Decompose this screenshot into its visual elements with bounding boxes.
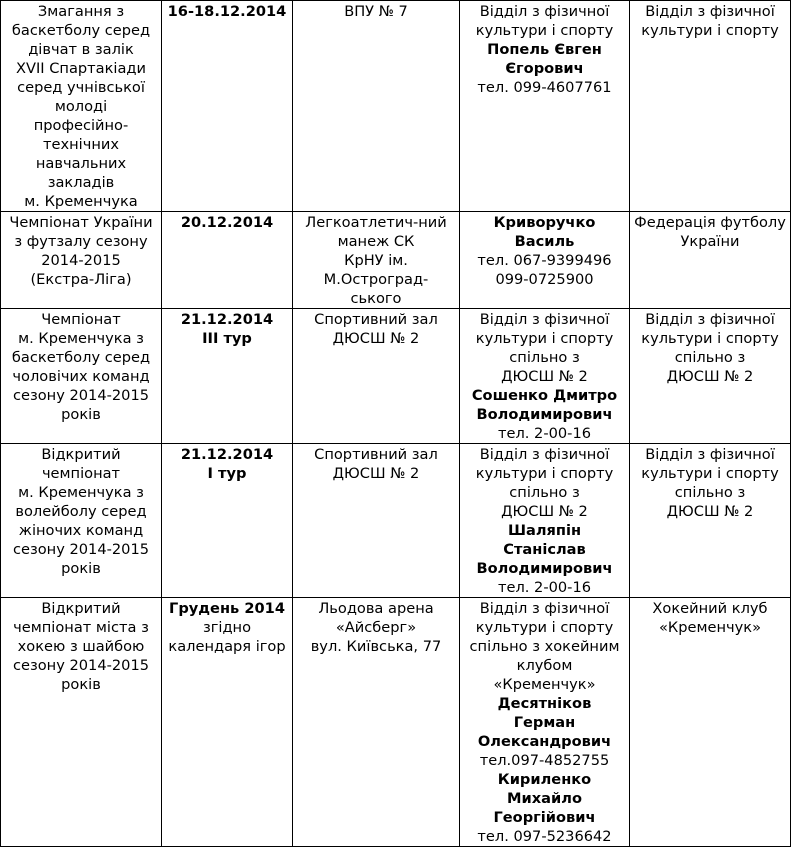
- cell-text-line: культури і спорту: [475, 330, 614, 347]
- cell-text-line: Георгійович: [493, 809, 596, 826]
- table-row: [1, 1, 791, 212]
- cell-text-line: Чемпіонат України: [9, 214, 153, 231]
- cell-text-line: «Айсберг»: [335, 619, 417, 636]
- cell-text-line: Відкритий: [41, 446, 121, 463]
- cell-text-line: Спортивний зал: [314, 311, 438, 328]
- cell-text-line: 21.12.2014: [180, 311, 274, 328]
- organizer-cell: [630, 1, 791, 212]
- cell-text-line: Михайло: [507, 790, 582, 807]
- cell-text-line: жіночих команд: [18, 522, 144, 539]
- cell-text-line: ДЮСШ № 2: [501, 503, 588, 520]
- date-cell: [162, 444, 293, 598]
- place-cell: [293, 1, 460, 212]
- cell-text-line: Герман: [513, 714, 576, 731]
- cell-text-line: спільно з: [674, 349, 746, 366]
- cell-text-line: Олександрович: [477, 733, 612, 750]
- cell-text-line: Спортивний зал: [314, 446, 438, 463]
- cell-text-line: Шаляпін: [507, 522, 582, 539]
- cell-text-line: культури і спорту: [475, 465, 614, 482]
- cell-text-line: спільно з хокейним: [469, 638, 620, 655]
- cell-text-line: Льодова арена: [318, 600, 434, 617]
- cell-text-line: років: [61, 676, 101, 693]
- cell-text-line: тел.097-4852755: [479, 752, 610, 769]
- cell-text-line: чемпіонат: [41, 465, 121, 482]
- cell-text-line: манеж СК: [337, 233, 415, 250]
- cell-text-line: ДЮСШ № 2: [501, 368, 588, 385]
- cell-text-line: Відділ з фізичної: [479, 600, 610, 617]
- cell-text-line: М.Остроград-: [323, 271, 429, 288]
- cell-text-line: Змагання з: [37, 3, 125, 20]
- cell-text-line: ДЮСШ № 2: [666, 503, 754, 520]
- cell-text-line: культури і спорту: [641, 330, 779, 347]
- cell-text-line: Відділ з фізичної: [645, 3, 775, 20]
- place-cell: [293, 309, 460, 444]
- cell-text-line: Криворучко: [493, 214, 596, 231]
- cell-text-line: тел. 099-4607761: [477, 79, 612, 96]
- cell-text-line: ДЮСШ № 2: [666, 368, 754, 385]
- cell-text-line: чемпіонат міста з: [13, 619, 149, 636]
- cell-text-line: технічних: [43, 136, 119, 153]
- cell-text-line: професійно-: [33, 117, 129, 134]
- responsible-cell: [460, 309, 630, 444]
- table-row: [1, 212, 791, 309]
- responsible-cell: [460, 598, 630, 847]
- date-cell: [162, 212, 293, 309]
- cell-text-line: 21.12.2014: [180, 446, 274, 463]
- cell-text-line: ДЮСШ № 2: [332, 330, 420, 347]
- cell-text-line: тел. 067-9399496: [477, 252, 612, 269]
- responsible-cell: [460, 212, 630, 309]
- cell-text-line: м. Кременчука з: [18, 330, 144, 347]
- cell-text-line: закладів: [47, 174, 115, 191]
- cell-text-line: з футзалу сезону: [14, 233, 148, 250]
- cell-text-line: вул. Київська, 77: [310, 638, 442, 655]
- event-cell: [1, 309, 162, 444]
- cell-text-line: Відкритий: [41, 600, 121, 617]
- cell-text-line: Кириленко: [497, 771, 592, 788]
- responsible-cell: [460, 1, 630, 212]
- date-cell: [162, 598, 293, 847]
- cell-text-line: баскетболу серед: [11, 349, 151, 366]
- cell-text-line: сезону 2014-2015: [12, 387, 150, 404]
- cell-text-line: хокею з шайбою: [17, 638, 145, 655]
- cell-text-line: Відділ з фізичної: [479, 3, 610, 20]
- cell-text-line: волейболу серед: [15, 503, 147, 520]
- cell-text-line: Чемпіонат: [41, 311, 121, 328]
- events-table-body: [1, 1, 791, 847]
- cell-text-line: Василь: [514, 233, 575, 250]
- cell-text-line: спільно з: [509, 349, 580, 366]
- cell-text-line: «Кременчук»: [658, 619, 762, 636]
- cell-text-line: клубом: [516, 657, 573, 674]
- cell-text-line: тел. 2-00-16: [497, 425, 592, 442]
- cell-text-line: молоді: [54, 98, 108, 115]
- cell-text-line: спільно з: [509, 484, 580, 501]
- cell-text-line: ДЮСШ № 2: [332, 465, 420, 482]
- cell-text-line: Відділ з фізичної: [645, 311, 775, 328]
- cell-text-line: спільно з: [674, 484, 746, 501]
- cell-text-line: тел. 097-5236642: [477, 828, 612, 845]
- cell-text-line: «Кременчук»: [493, 676, 596, 693]
- cell-text-line: культури і спорту: [641, 465, 779, 482]
- cell-text-line: Відділ з фізичної: [645, 446, 775, 463]
- cell-text-line: років: [61, 406, 101, 423]
- cell-text-line: календаря ігор: [168, 638, 286, 655]
- cell-text-line: (Екстра-Ліга): [30, 271, 132, 288]
- event-cell: [1, 444, 162, 598]
- cell-text-line: сезону 2014-2015: [12, 541, 150, 558]
- cell-text-line: Грудень 2014: [169, 600, 285, 617]
- cell-text-line: Станіслав: [503, 541, 586, 558]
- place-cell: [293, 598, 460, 847]
- cell-text-line: Єгорович: [505, 60, 584, 77]
- cell-text-line: тел. 2-00-16: [497, 579, 592, 596]
- cell-text-line: серед учнівської: [17, 79, 145, 96]
- organizer-cell: [630, 598, 791, 847]
- organizer-cell: [630, 444, 791, 598]
- cell-text-line: Хокейний клуб: [652, 600, 768, 617]
- cell-text-line: м. Кременчука: [24, 193, 138, 210]
- cell-text-line: культури і спорту: [475, 22, 614, 39]
- cell-text-line: КрНУ ім.: [344, 252, 408, 269]
- date-cell: [162, 1, 293, 212]
- cell-text-line: Володимирович: [476, 560, 613, 577]
- cell-text-line: навчальних: [35, 155, 127, 172]
- cell-text-line: згідно: [202, 619, 252, 636]
- cell-text-line: України: [680, 233, 740, 250]
- cell-text-line: Попель Євген: [487, 41, 602, 58]
- cell-text-line: Відділ з фізичної: [479, 311, 610, 328]
- place-cell: [293, 444, 460, 598]
- responsible-cell: [460, 444, 630, 598]
- cell-text-line: 16-18.12.2014: [167, 3, 287, 20]
- cell-text-line: Відділ з фізичної: [479, 446, 610, 463]
- table-row: [1, 598, 791, 847]
- cell-text-line: ського: [350, 290, 402, 307]
- table-row: [1, 309, 791, 444]
- cell-text-line: м. Кременчука з: [18, 484, 144, 501]
- date-cell: [162, 309, 293, 444]
- cell-text-line: XVII Спартакіади: [16, 60, 146, 77]
- event-cell: [1, 212, 162, 309]
- organizer-cell: [630, 309, 791, 444]
- event-cell: [1, 598, 162, 847]
- cell-text-line: Федерація футболу: [634, 214, 786, 231]
- cell-text-line: 099-0725900: [495, 271, 594, 288]
- organizer-cell: [630, 212, 791, 309]
- cell-text-line: Десятніков: [497, 695, 592, 712]
- event-cell: [1, 1, 162, 212]
- cell-text-line: Легкоатлетич-ний: [305, 214, 447, 231]
- table-row: [1, 444, 791, 598]
- cell-text-line: років: [61, 560, 101, 577]
- cell-text-line: Володимирович: [476, 406, 613, 423]
- cell-text-line: 2014-2015: [41, 252, 121, 269]
- cell-text-line: дівчат в залік: [28, 41, 134, 58]
- cell-text-line: чоловічих команд: [12, 368, 150, 385]
- cell-text-line: баскетболу серед: [11, 22, 151, 39]
- place-cell: [293, 212, 460, 309]
- cell-text-line: ІІІ тур: [202, 330, 252, 347]
- cell-text-line: І тур: [207, 465, 247, 482]
- cell-text-line: ВПУ № 7: [344, 3, 408, 20]
- cell-text-line: сезону 2014-2015: [12, 657, 150, 674]
- cell-text-line: культури і спорту: [475, 619, 614, 636]
- cell-text-line: 20.12.2014: [180, 214, 274, 231]
- cell-text-line: культури і спорту: [641, 22, 779, 39]
- cell-text-line: Сошенко Дмитро: [471, 387, 618, 404]
